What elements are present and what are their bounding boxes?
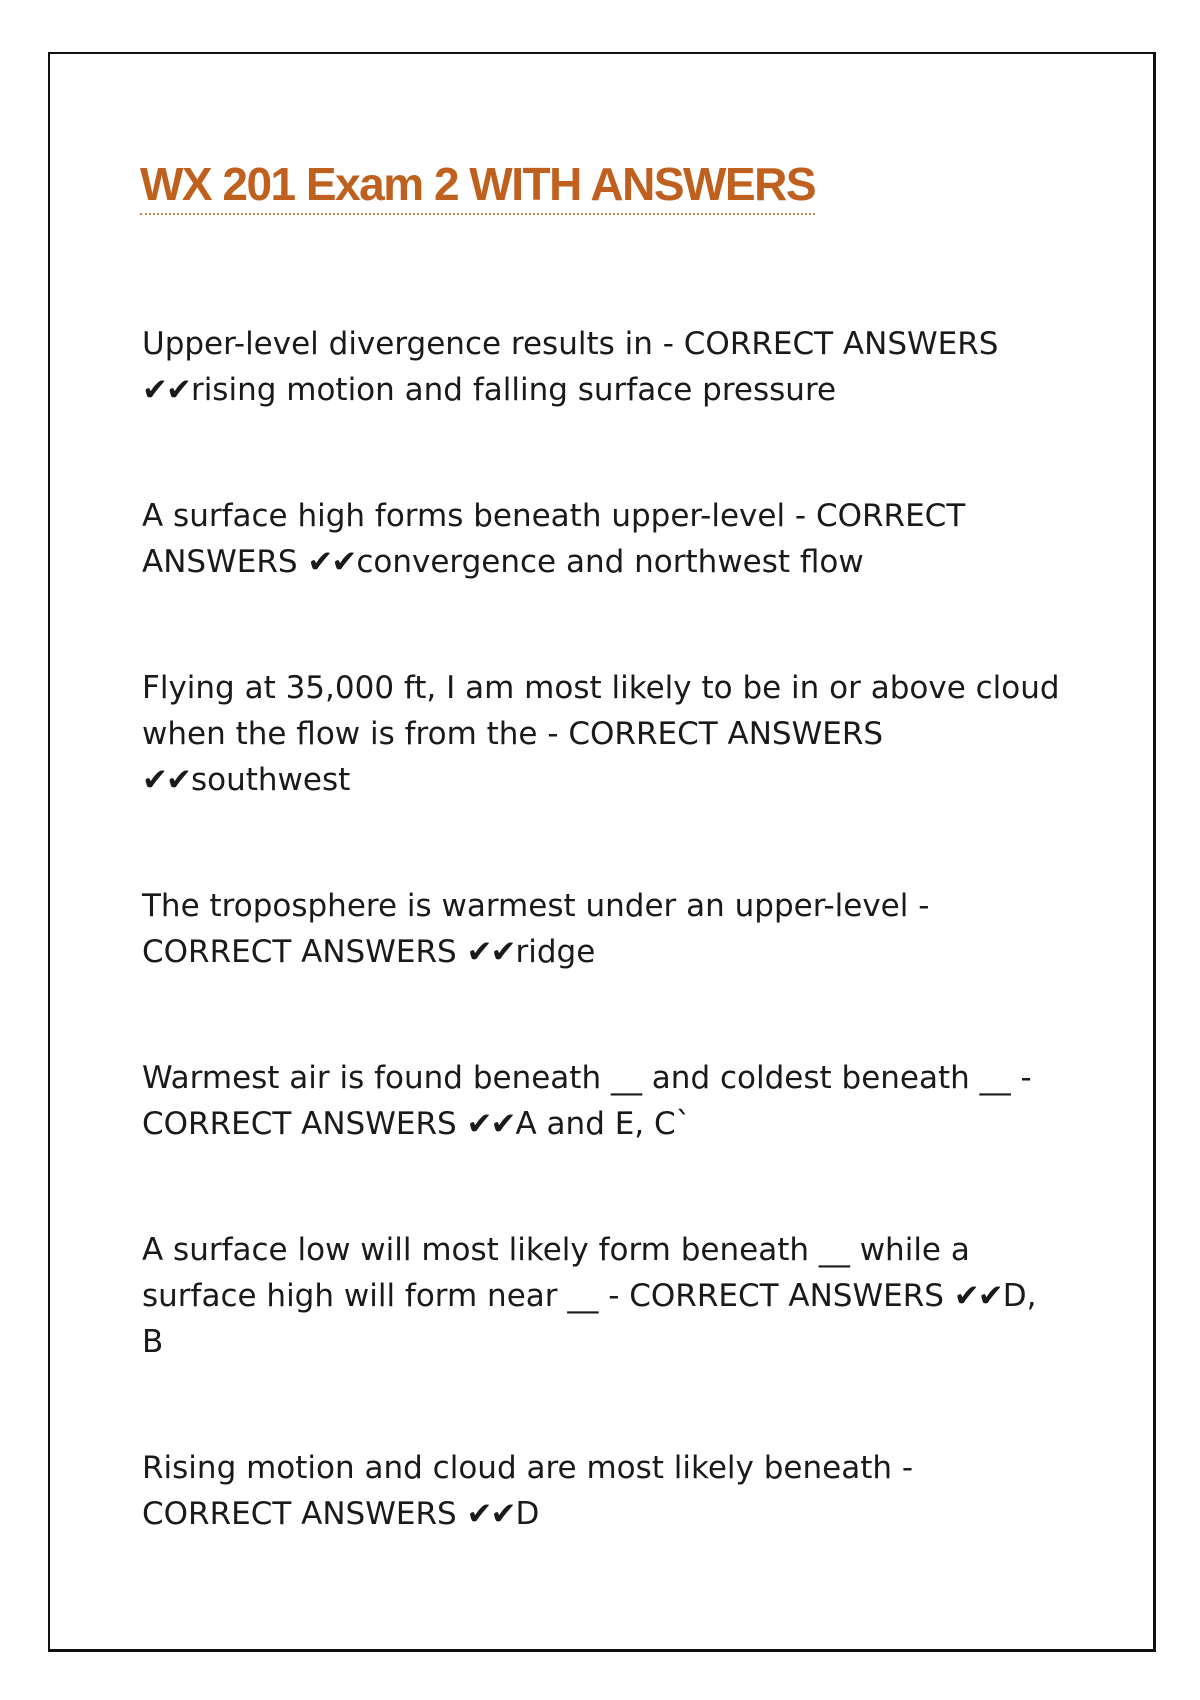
- check-icon: ✔✔: [466, 1496, 515, 1532]
- answer-text: D: [515, 1496, 540, 1532]
- check-icon: ✔✔: [953, 1278, 1002, 1314]
- question-text: Warmest air is found beneath __ and coldest beneath __ - CORRECT ANSWERS: [142, 1060, 1032, 1142]
- document-title: WX 201 Exam 2 WITH ANSWERS: [140, 155, 815, 215]
- qa-item-4: [142, 883, 1062, 975]
- answer-text: ridge: [515, 934, 596, 970]
- answer-text: D, B: [142, 1278, 1037, 1360]
- qa-item-2: [142, 493, 1062, 585]
- answer-text: rising motion and falling surface pressure: [190, 372, 837, 408]
- question-text: A surface low will most likely form beneath __ while a surface high will form near __ - CORRECT ANSWERS: [142, 1232, 970, 1314]
- answer-text: convergence and northwest flow: [356, 544, 864, 580]
- question-text: Rising motion and cloud are most likely beneath - CORRECT ANSWERS: [142, 1450, 914, 1532]
- check-icon: ✔✔: [466, 1106, 515, 1142]
- qa-list: [142, 321, 1062, 1537]
- question-text: The troposphere is warmest under an upper-level - CORRECT ANSWERS: [142, 888, 930, 970]
- qa-item-3: [142, 665, 1062, 803]
- answer-text: A and E, C`: [515, 1106, 692, 1142]
- qa-item-5: [142, 1055, 1062, 1147]
- check-icon: ✔✔: [307, 544, 356, 580]
- check-icon: ✔✔: [142, 372, 190, 408]
- question-text: Upper-level divergence results in - CORRECT ANSWERS: [142, 326, 999, 362]
- question-text: A surface high forms beneath upper-level - CORRECT ANSWERS: [142, 498, 966, 580]
- answer-text: southwest: [190, 762, 351, 798]
- qa-item-6: [142, 1227, 1062, 1365]
- qa-item-7: [142, 1445, 1062, 1537]
- question-text: Flying at 35,000 ft, I am most likely to be in or above cloud when the flow is from the - CORRECT ANSWERS: [142, 670, 1060, 752]
- qa-item-1: [142, 321, 1062, 413]
- check-icon: ✔✔: [466, 934, 515, 970]
- check-icon: ✔✔: [142, 762, 190, 798]
